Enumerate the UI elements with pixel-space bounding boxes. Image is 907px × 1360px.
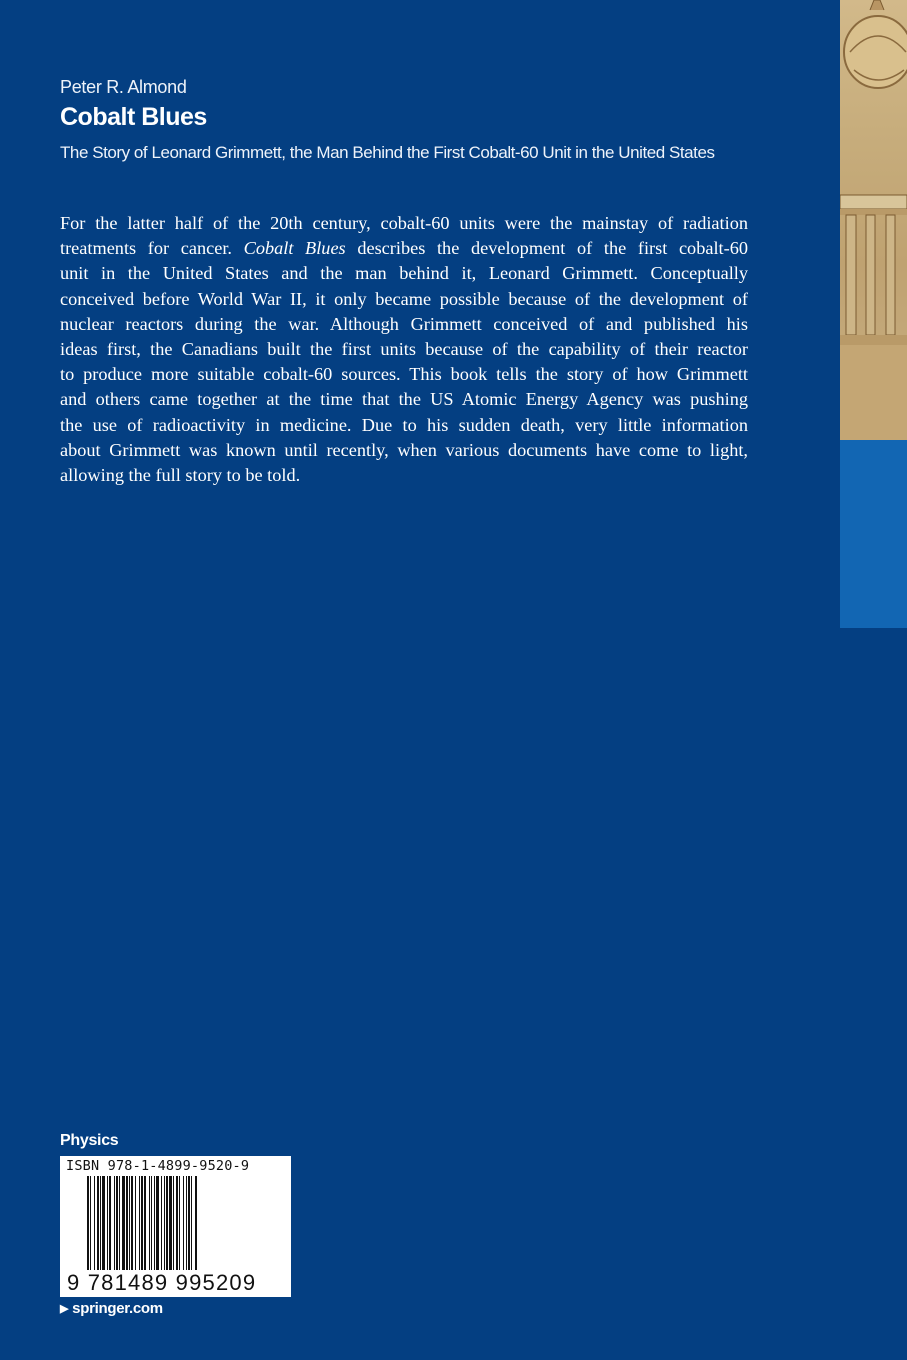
barcode-bar — [116, 1176, 118, 1272]
barcode-digits: 9 781489 995209 — [67, 1270, 257, 1295]
barcode-bar — [149, 1176, 150, 1272]
description-line: nuclear reactors during the war. Although Grimmett conceived of and published his — [60, 313, 748, 334]
arrow-right-icon: ▶ — [60, 1303, 69, 1315]
barcode-bar — [144, 1176, 146, 1282]
barcode-bar — [97, 1176, 99, 1272]
description-line: to produce more suitable cobalt-60 sources. This book tells the story of how Grimmett — [60, 364, 748, 385]
barcode-bar — [176, 1176, 178, 1272]
publisher-url: springer.com — [72, 1300, 163, 1317]
book-subtitle: The Story of Leonard Grimmett, the Man Behind the First Cobalt-60 Unit in the United States — [60, 143, 715, 162]
barcode-bar — [186, 1176, 187, 1272]
barcode-bar — [179, 1176, 180, 1272]
publisher-link[interactable] — [60, 1300, 163, 1317]
spine-blue-band — [840, 440, 907, 628]
barcode-bar — [169, 1176, 172, 1272]
barcode-bar — [90, 1176, 91, 1282]
isbn-barcode — [60, 1156, 291, 1297]
spine-cover-art — [840, 0, 907, 440]
description-line: and others came together at the time that the US Atomic Energy Agency was pushing — [60, 389, 748, 410]
barcode-bar — [135, 1176, 136, 1272]
subject-category: Physics — [60, 1132, 119, 1149]
barcode-bar — [126, 1176, 128, 1272]
barcode-bar — [87, 1176, 89, 1282]
barcode-bar — [119, 1176, 120, 1272]
barcode-bar — [139, 1176, 140, 1272]
barcode-bar — [94, 1176, 95, 1272]
barcode-bar — [164, 1176, 165, 1272]
barcode-bar — [107, 1176, 108, 1272]
barcode-bar — [173, 1176, 174, 1272]
author-name: Peter R. Almond — [60, 77, 187, 97]
barcode-bar — [100, 1176, 101, 1272]
cover-art-illustration — [840, 0, 907, 440]
book-description — [60, 211, 748, 488]
barcode-bar — [102, 1176, 105, 1272]
book-title: Cobalt Blues — [60, 103, 207, 131]
barcode-bar — [166, 1176, 168, 1272]
description-line: conceived before World War II, it only became possible because of the development of — [60, 288, 748, 309]
italic-book-title: Cobalt Blues — [243, 238, 346, 259]
barcode-bar — [131, 1176, 133, 1272]
barcode-bar — [161, 1176, 162, 1272]
barcode-bar — [129, 1176, 130, 1272]
barcode-bar — [109, 1176, 111, 1272]
description-line: For the latter half of the 20th century, cobalt-60 units were the mainstay of radiation — [60, 213, 748, 233]
barcode-bar — [154, 1176, 155, 1272]
description-line: ideas first, the Canadians built the first units because of the capability of their reactor — [60, 339, 748, 360]
barcode-bar — [183, 1176, 184, 1272]
barcode-bar — [141, 1176, 143, 1282]
description-line: unit in the United States and the man behind it, Leonard Grimmett. Conceptually — [60, 263, 748, 284]
description-line: about Grimmett was known until recently, when various documents have come to light, — [60, 439, 748, 460]
barcode-bar — [195, 1176, 197, 1282]
barcode-bar — [114, 1176, 115, 1272]
barcode-bar — [122, 1176, 125, 1272]
description-line: treatments for cancer. Cobalt Blues describes the development of the first cobalt-60 — [60, 238, 748, 259]
barcode-bar — [188, 1176, 190, 1272]
spine-strip — [840, 0, 907, 628]
description-line: the use of radioactivity in medicine. Due to his sudden death, very little information — [60, 414, 748, 435]
isbn-label: ISBN 978-1-4899-9520-9 — [66, 1158, 250, 1174]
barcode-bar — [156, 1176, 159, 1272]
description-line: allowing the full story to be told. — [60, 465, 301, 486]
barcode-bar — [151, 1176, 152, 1272]
barcode-bar — [191, 1176, 192, 1272]
